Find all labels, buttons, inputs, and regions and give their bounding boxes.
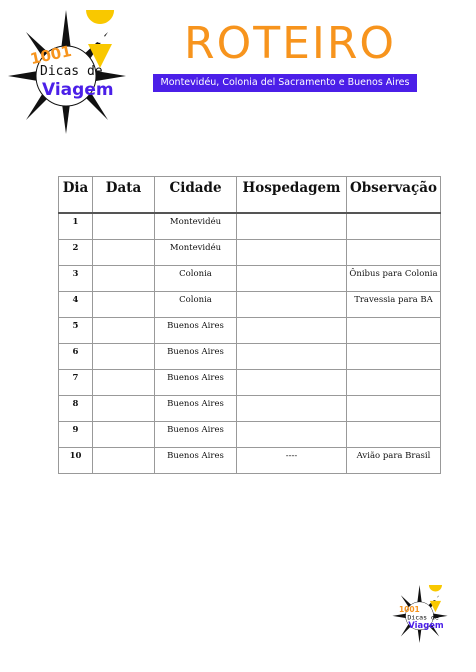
logo-small-text-dicas-de: Dicas de — [407, 613, 439, 622]
table-row — [59, 396, 441, 422]
cell-hospedagem — [237, 344, 347, 370]
table-row — [59, 318, 441, 344]
logo-text-viagem: Viagem — [42, 80, 114, 100]
cell-hospedagem: ---- — [237, 448, 347, 474]
table-header-row — [59, 177, 441, 214]
cell-observacao — [347, 396, 441, 422]
table-row — [59, 213, 441, 240]
cell-data — [93, 344, 155, 370]
cell-observacao — [347, 370, 441, 396]
cell-hospedagem — [237, 240, 347, 266]
logo-1001-dicas-de-viagem — [8, 10, 126, 134]
cell-cidade: Montevidéu — [155, 213, 237, 240]
column-header-dia: Dia — [59, 177, 93, 214]
table-row — [59, 266, 441, 292]
cell-dia: 10 — [59, 448, 93, 474]
compass-logo-small-icon — [392, 585, 448, 643]
cell-data — [93, 240, 155, 266]
cell-dia: 6 — [59, 344, 93, 370]
cell-cidade: Buenos Aires — [155, 448, 237, 474]
cell-data — [93, 422, 155, 448]
cell-data — [93, 370, 155, 396]
cell-data — [93, 448, 155, 474]
cell-observacao — [347, 213, 441, 240]
cell-dia: 2 — [59, 240, 93, 266]
cell-observacao: Ônibus para Colonia — [347, 266, 441, 292]
logo-small — [392, 585, 448, 643]
table-row — [59, 422, 441, 448]
logo-small-text-1001: 1001 — [398, 605, 420, 615]
cell-observacao: Avião para Brasil — [347, 448, 441, 474]
cell-observacao — [347, 240, 441, 266]
cell-cidade: Buenos Aires — [155, 422, 237, 448]
cell-observacao — [347, 422, 441, 448]
table-row — [59, 448, 441, 474]
cell-cidade: Montevidéu — [155, 240, 237, 266]
table-row — [59, 292, 441, 318]
cell-dia: 4 — [59, 292, 93, 318]
cell-hospedagem — [237, 318, 347, 344]
cell-data — [93, 318, 155, 344]
cell-cidade: Colonia — [155, 292, 237, 318]
cell-observacao: Travessia para BA — [347, 292, 441, 318]
cell-hospedagem — [237, 292, 347, 318]
table-row — [59, 240, 441, 266]
cell-data — [93, 213, 155, 240]
cell-data — [93, 266, 155, 292]
cell-hospedagem — [237, 396, 347, 422]
column-header-data: Data — [93, 177, 155, 214]
cell-dia: 3 — [59, 266, 93, 292]
cell-hospedagem — [237, 266, 347, 292]
cell-dia: 9 — [59, 422, 93, 448]
table-row — [59, 370, 441, 396]
column-header-cidade: Cidade — [155, 177, 237, 214]
page-title: ROTEIRO — [184, 18, 397, 69]
cell-dia: 8 — [59, 396, 93, 422]
logo-small-text-viagem: Viagem — [408, 620, 444, 631]
page-subtitle: Montevidéu, Colonia del Sacramento e Buenos Aires — [153, 74, 417, 92]
cell-cidade: Buenos Aires — [155, 344, 237, 370]
logo-text-1001: 1001 — [28, 41, 74, 69]
cell-hospedagem — [237, 422, 347, 448]
column-header-hospedagem: Hospedagem — [237, 177, 347, 214]
cell-cidade: Buenos Aires — [155, 318, 237, 344]
logo-text-dicas-de: Dicas de — [40, 64, 103, 79]
cell-cidade: Colonia — [155, 266, 237, 292]
cell-dia: 7 — [59, 370, 93, 396]
cell-dia: 1 — [59, 213, 93, 240]
cell-hospedagem — [237, 370, 347, 396]
itinerary-table — [58, 176, 441, 474]
cell-dia: 5 — [59, 318, 93, 344]
cell-cidade: Buenos Aires — [155, 396, 237, 422]
cell-hospedagem — [237, 213, 347, 240]
cell-data — [93, 292, 155, 318]
cell-observacao — [347, 318, 441, 344]
column-header-observacao: Observação — [347, 177, 441, 214]
cell-data — [93, 396, 155, 422]
cell-cidade: Buenos Aires — [155, 370, 237, 396]
table-row — [59, 344, 441, 370]
cell-observacao — [347, 344, 441, 370]
